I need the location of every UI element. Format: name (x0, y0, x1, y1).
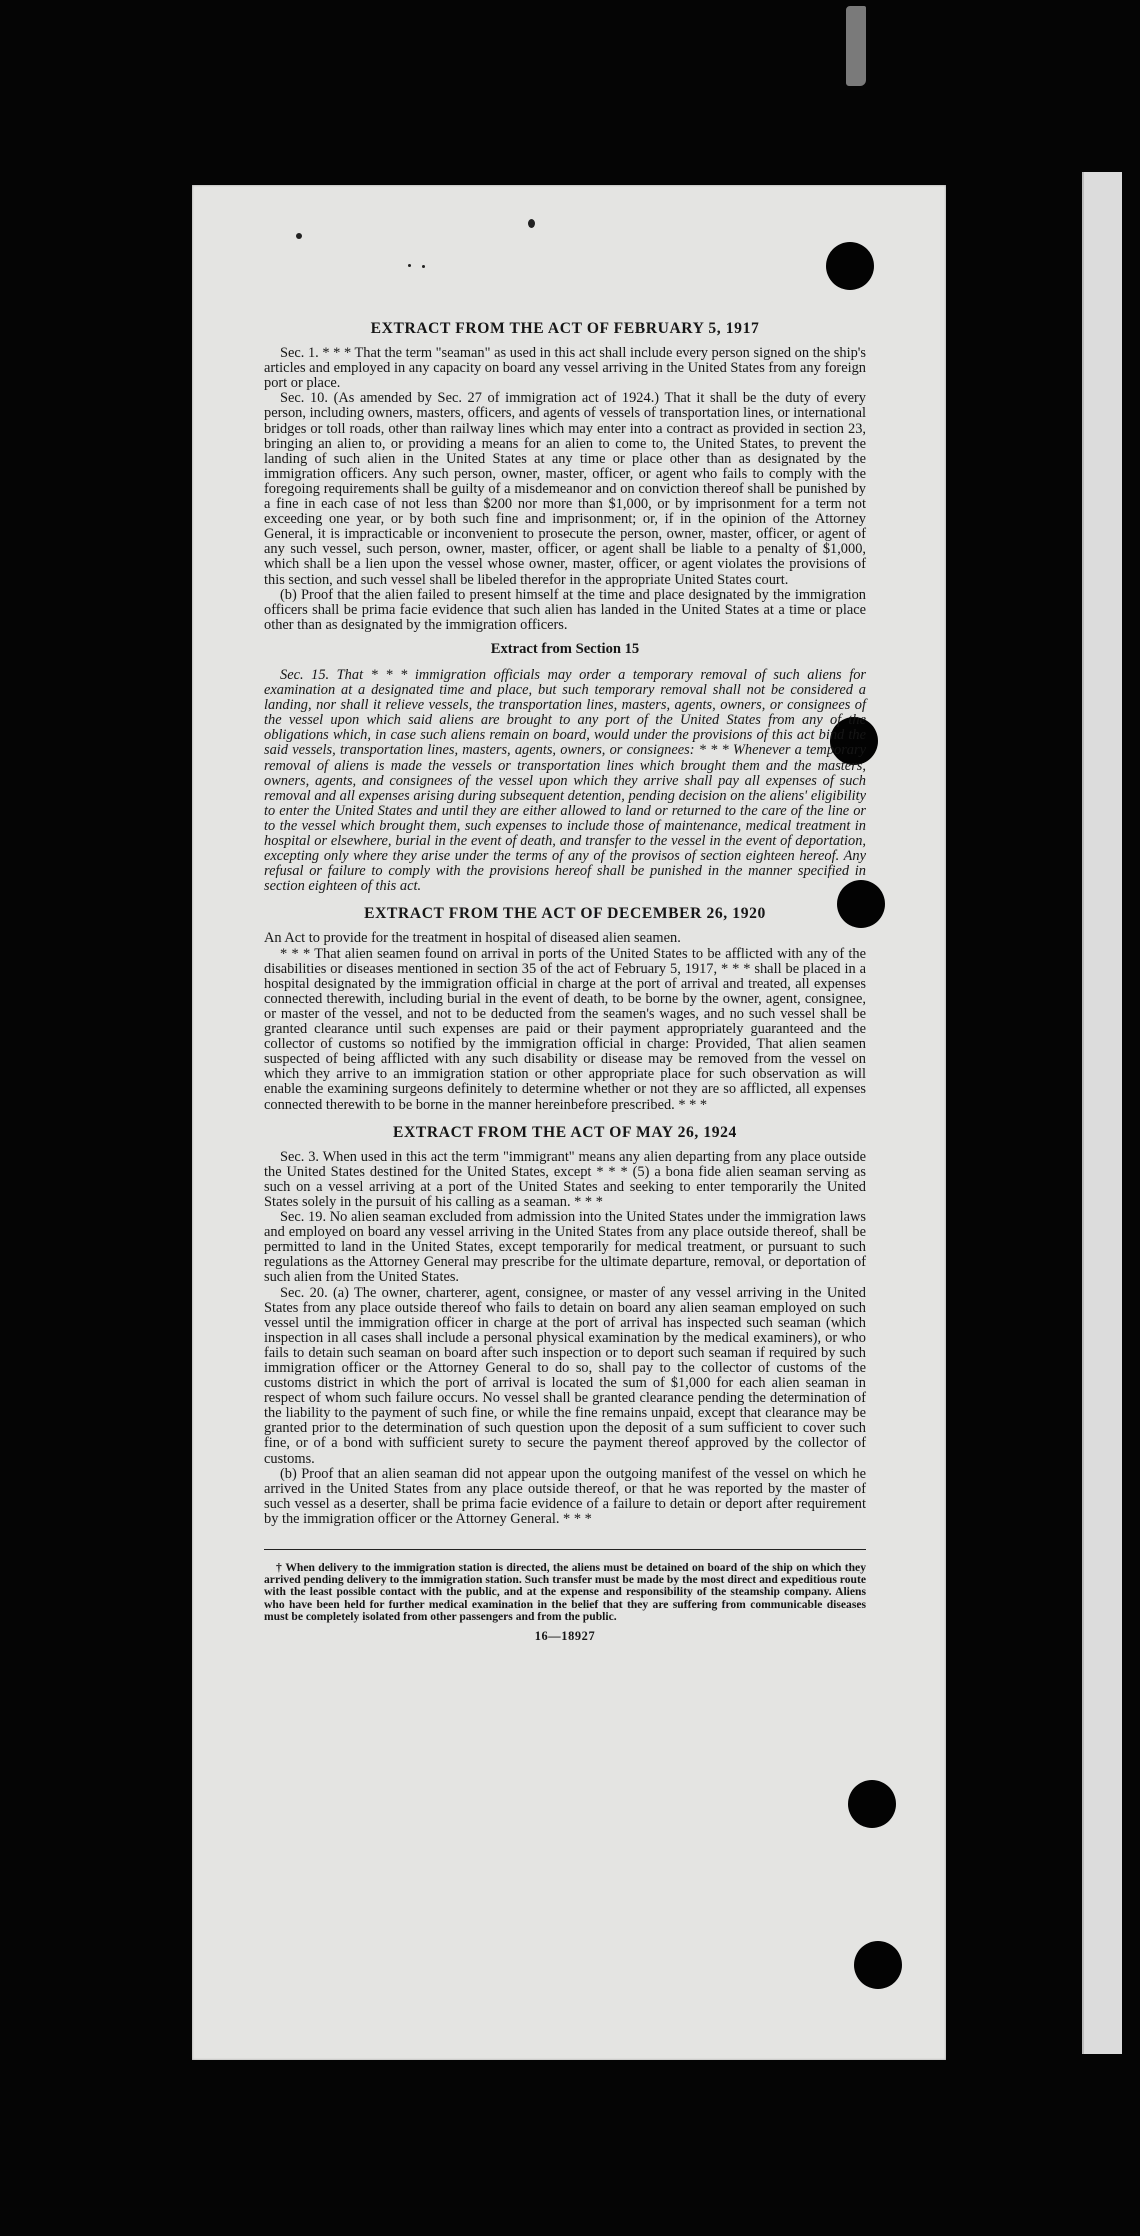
document-page (192, 185, 946, 2060)
paragraph: Sec. 15. That * * * immigration officials may order a temporary removal of such aliens for examination at a designated time and place, but such temporary removal shall not be considered a landing, nor shall it relieve vessels, the transportation lines, masters, agents, owners, or consignees of the vessel upon which said aliens are brought to any port of the United States from any of the obligations which, in case such aliens remain on board, would under the provisions of this act bind the said vessels, transportation lines, masters, agents, owners, or consignees: * * * Whenever a temporary removal of aliens is made the vessels or transportation lines which brought them and the masters, owners, agents, and consignees of the vessel upon which they arrive shall pay all expenses of such removal and all expenses arising during subsequent detention, pending decision on the aliens' eligibility to enter the United States and until they are either allowed to land or returned to the care of the line or to the vessel which brought them, such expenses to include those of maintenance, medical treatment in hospital or elsewhere, burial in the event of death, and transfer to the vessel in the event of deportation, excepting only where they arise under the terms of any of the provisos of section eighteen hereof. Any refusal or failure to comply with the provisions hereof shall be punished in the manner specified in section eighteen of this act. (264, 666, 866, 895)
speck (528, 219, 535, 228)
paragraph: Sec. 1. * * * That the term "seaman" as used in this act shall include every person signed on the ship's articles and employed in any capacity on board any vessel arriving in the United States from any foreign port or place. (264, 345, 866, 392)
adjacent-page-strip (1082, 172, 1122, 2054)
paragraph: (b) Proof that an alien seaman did not appear upon the outgoing manifest of the vessel on which he arrived in the United States from any place outside thereof, or that he was reported by the master of such vessel as a deserter, shall be prima facie evidence of a failure to detain or deport after requirement by the immigration officer or the Attorney General. * * * (264, 1465, 866, 1527)
paragraph: (b) Proof that the alien failed to present himself at the time and place designated by the immigration officers shall be prima facie evidence that such alien has landed in the United States at a time or place other than as designated by the immigration officers. (264, 586, 866, 633)
speck (408, 264, 411, 267)
paragraph: Sec. 20. (a) The owner, charterer, agent, consignee, or master of any vessel arriving in the United States from any place outside thereof who fails to detain on board any alien seaman employed on such vessel until the immigration officer in charge at the port of arrival has inspected such seaman (which inspection in all cases shall include a personal physical examination by the medical examiners), or who fails to detain such seaman on board after such inspection or to deport such seaman if required by such immigration officer or the Attorney General to do so, shall pay to the collector of customs of the customs district in which the port of arrival is located the sum of $1,000 for each alien seaman in respect of whom such failure occurs. No vessel shall be granted clearance pending the determination of the liability to the payment of such fine, or while the fine remains unpaid, except that clearance may be granted prior to the determination of such question upon the deposit of a sum sufficient to cover such fine, or of a bond with sufficient surety to secure the payment thereof approved by the collector of customs. (264, 1284, 866, 1467)
punch-hole (854, 1941, 902, 1989)
document-body (264, 321, 866, 1644)
paragraph: An Act to provide for the treatment in hospital of diseased alien seamen. (264, 930, 681, 947)
paragraph: Sec. 3. When used in this act the term "immigrant" means any alien departing from any place outside the United States destined for the United States, except * * * (5) a bona fide alien seaman serving as such on a vessel arriving at a port of the United States and seeking to enter temporarily the United States solely in the pursuit of his calling as a seaman. * * * (264, 1148, 866, 1210)
footnote-rule (264, 1549, 866, 1550)
section-heading: EXTRACT FROM THE ACT OF MAY 26, 1924 (393, 1123, 737, 1141)
punch-hole (848, 1780, 896, 1828)
section-heading: EXTRACT FROM THE ACT OF FEBRUARY 5, 1917 (370, 320, 760, 337)
speck (422, 265, 425, 268)
section-subheading: Extract from Section 15 (490, 640, 640, 657)
footnote (264, 1562, 866, 1623)
paragraph: * * * That alien seamen found on arrival in ports of the United States to be afflicted with any of the disabilities or diseases mentioned in section 35 of the act of February 5, 1917, * * * shall be placed in a hospital designated by the immigration official in charge at the port of arrival and treated, all expenses connected therewith, including burial in the event of death, to be borne by the owner, agent, consignee, or master of the vessel, and not to be deducted from the seamen's wages, and no such vessel shall be granted clearance until such expenses are paid or their payment appropriately guaranteed and the collector of customs so notified by the immigration official in charge: Provided, That alien seamen suspected of being afflicted with any such disability or disease may be removed from the vessel on which they arrive to an immigration station or other appropriate place for such observation as will enable the examining surgeons definitely to determine whether or not they are so afflicted, all expenses connected therewith to be borne in the manner hereinbefore prescribed. * * * (264, 945, 866, 1113)
film-edge-mark (846, 6, 866, 86)
speck (296, 233, 302, 239)
section-heading: EXTRACT FROM THE ACT OF DECEMBER 26, 1920 (364, 905, 766, 923)
footnote-text: † When delivery to the immigration station is directed, the aliens must be detained on board of the ship on which they arrived pending delivery to the immigration station. Such transfer must be made by the most direct and expeditious route with the least possible contact with the public, and at the expense and responsibility of the steamship company. Aliens who have been held for further medical examination in the belief that they are suffering from communicable diseases must be completely isolated from other passengers and from the public. (264, 1561, 866, 1623)
form-code: 16—18927 (534, 1629, 596, 1644)
paragraph: Sec. 19. No alien seaman excluded from admission into the United States under the immigration laws and employed on board any vessel arriving in the United States from any place outside thereof, shall be permitted to land in the United States, except temporarily for medical treatment, or pursuant to such regulations as the Attorney General may prescribe for the ultimate departure, removal, or deportation of such alien from the United States. (264, 1209, 866, 1286)
punch-hole (826, 242, 874, 290)
paragraph: Sec. 10. (As amended by Sec. 27 of immigration act of 1924.) That it shall be the duty of every person, including owners, masters, officers, and agents of vessels of transportation lines, or international bridges or toll roads, other than railway lines which may enter into a contract as provided in section 23, bringing an alien to, or providing a means for an alien to come to, the United States, to prevent the landing of such alien in the United States at any time or place other than as designated by the immigration officers. Any such person, owner, master, officer, or agent who fails to comply with the foregoing requirements shall be guilty of a misdemeanor and on conviction thereof shall be punished by a fine in each case of not less than $200 nor more than $1,000, or by imprisonment for a term not exceeding one year, or by both such fine and imprisonment; or, if in the opinion of the Attorney General, it is impracticable or inconvenient to prosecute the person, owner, master, officer, or agent of any such vessel, such person, owner, master, officer, or agent shall be liable to a penalty of $1,000, which shall be a lien upon the vessel whose owner, master, officer, or agent violates the provisions of this section, and such vessel shall be libeled therefor in the appropriate United States court. (264, 390, 866, 588)
